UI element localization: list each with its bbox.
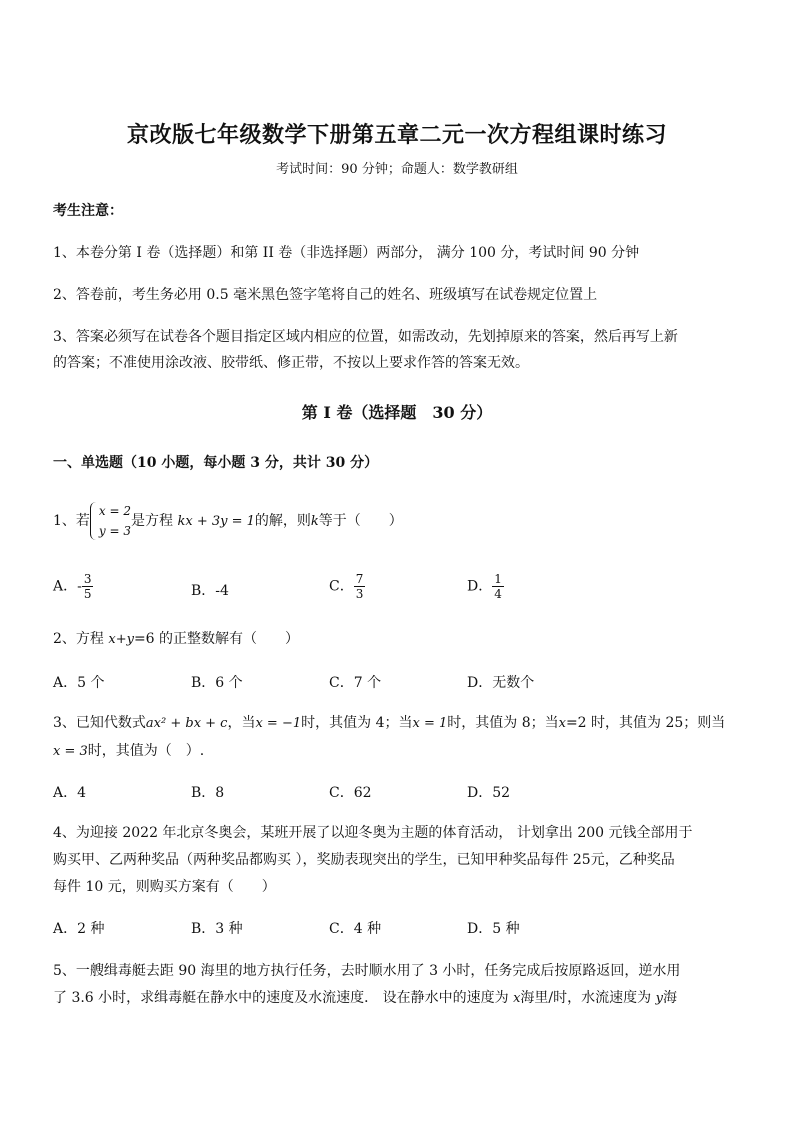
q1-variable: k	[310, 514, 319, 529]
option-label: D．	[467, 578, 493, 595]
question-4-line-1: 4、为迎接 2022 年北京冬奥会，某班开展了以迎冬奥为主题的体育活动， 计划拿出 200 元钱全部用于	[53, 825, 693, 841]
part-heading: 一、单选题（10 小题，每小题 3 分，共计 30 分）	[53, 455, 379, 471]
question-2	[53, 628, 299, 648]
q3-text: 时，其值为（ ）.	[87, 743, 205, 759]
q3-text: ，当	[227, 715, 256, 731]
q3-condition: x = 3	[53, 744, 88, 759]
q3-condition: x = 1	[412, 716, 448, 731]
option-label: C．	[329, 578, 354, 595]
q2-equation: x+y	[108, 632, 134, 647]
fraction	[82, 572, 94, 601]
q3-text: 时，其值为 4；当	[301, 715, 413, 731]
denominator: 4	[494, 587, 502, 601]
q3-text: 3、已知代数式	[53, 715, 146, 731]
q2-option-d[interactable]: D．无数个	[467, 675, 535, 691]
option-label: A．-	[53, 578, 82, 595]
q2-option-c[interactable]: C．7 个	[329, 675, 382, 691]
question-1	[53, 500, 403, 543]
q1-option-c[interactable]	[329, 572, 365, 601]
numerator: 1	[494, 572, 502, 586]
q4-option-c[interactable]: C．4 种	[329, 921, 382, 937]
question-5-line-1: 5、一艘缉毒艇去距 90 海里的地方执行任务，去时顺水用了 3 小时，任务完成后按原路返回，逆水用	[53, 963, 681, 979]
q4-option-d[interactable]: D．5 种	[467, 921, 520, 937]
q3-option-b[interactable]: B．8	[191, 785, 225, 801]
q5-text: 了 3.6 小时，求缉毒艇在静水中的速度及水流速度． 设在静水中的速度为	[53, 990, 509, 1006]
q2-prefix: 2、方程	[53, 631, 109, 647]
q3-option-c[interactable]: C．62	[329, 785, 372, 801]
notice-item-3-cont: 的答案；不准使用涂改液、胶带纸、修正带，不按以上要求作答的答案无效。	[53, 355, 529, 371]
notice-heading: 考生注意：	[53, 203, 123, 219]
q3-option-a[interactable]: A．4	[53, 785, 87, 801]
notice-item-2: 2、答卷前，考生务必用 0.5 毫米黑色签字笔将自己的姓名、班级填写在试卷规定位置上	[53, 287, 598, 303]
q3-expression: ax² + bx + c	[145, 716, 228, 731]
q3-option-d[interactable]: D．52	[467, 785, 511, 801]
q5-text: 海	[662, 990, 677, 1006]
question-4-line-2: 购买甲、乙两种奖品（两种奖品都购买 ），奖励表现突出的学生，已知甲种奖品每件 25元，乙种奖品	[53, 852, 675, 868]
question-3-line-2	[53, 740, 204, 760]
q2-option-b[interactable]: B．6 个	[191, 675, 243, 691]
q1-option-a[interactable]	[53, 572, 93, 601]
question-3-line-1	[53, 712, 725, 732]
section-title: 第 I 卷（选择题 30 分）	[301, 403, 493, 422]
q2-suffix: =6 的正整数解有（ ）	[133, 631, 300, 647]
question-5-line-2	[53, 987, 677, 1007]
denominator: 5	[83, 587, 92, 601]
q3-text: =2 时，其值为 25；则当	[565, 715, 726, 731]
notice-item-3: 3、答案必须写在试卷各个题目指定区域内相应的位置，如需改动，先划掉原来的答案，然后再写上新	[53, 329, 678, 345]
denominator: 3	[355, 587, 364, 601]
q5-variable: x	[513, 991, 521, 1006]
q4-option-a[interactable]: A．2 种	[53, 921, 105, 937]
q1-mid: 是方程	[131, 513, 174, 529]
q1-system-row: y = 3	[98, 524, 132, 538]
numerator: 7	[355, 572, 364, 586]
q4-option-b[interactable]: B．3 种	[191, 921, 243, 937]
page-title: 京改版七年级数学下册第五章二元一次方程组课时练习	[126, 122, 667, 148]
q5-text: 海里/时，水流速度为	[520, 990, 652, 1006]
q1-mid2: 的解，则	[254, 513, 311, 529]
option-label: B．-4	[191, 583, 229, 599]
q2-option-a[interactable]: A．5 个	[53, 675, 105, 691]
numerator: 3	[83, 572, 92, 586]
q1-option-b[interactable]	[191, 580, 229, 600]
q1-system-row: x = 2	[98, 504, 132, 518]
q1-equation: kx + 3y = 1	[177, 514, 255, 529]
q3-condition: x = −1	[255, 716, 302, 731]
question-4-line-3: 每件 10 元，则购买方案有（ ）	[53, 879, 276, 895]
q3-condition: x	[558, 716, 566, 731]
q1-prefix: 1、若	[53, 513, 90, 529]
q1-equation-system	[90, 501, 131, 541]
fraction	[354, 572, 366, 601]
q1-suffix: 等于（ ）	[318, 513, 403, 529]
q1-option-d[interactable]	[467, 572, 504, 601]
notice-item-1: 1、本卷分第 I 卷（选择题）和第 II 卷（非选择题）两部分， 满分 100 分，考试时间 90 分钟	[53, 245, 640, 261]
q5-variable: y	[655, 991, 663, 1006]
brace-icon	[90, 502, 97, 540]
fraction	[492, 572, 504, 601]
q3-text: 时，其值为 8；当	[447, 715, 559, 731]
exam-info: 考试时间：90 分钟；命题人：数学教研组	[276, 162, 518, 177]
